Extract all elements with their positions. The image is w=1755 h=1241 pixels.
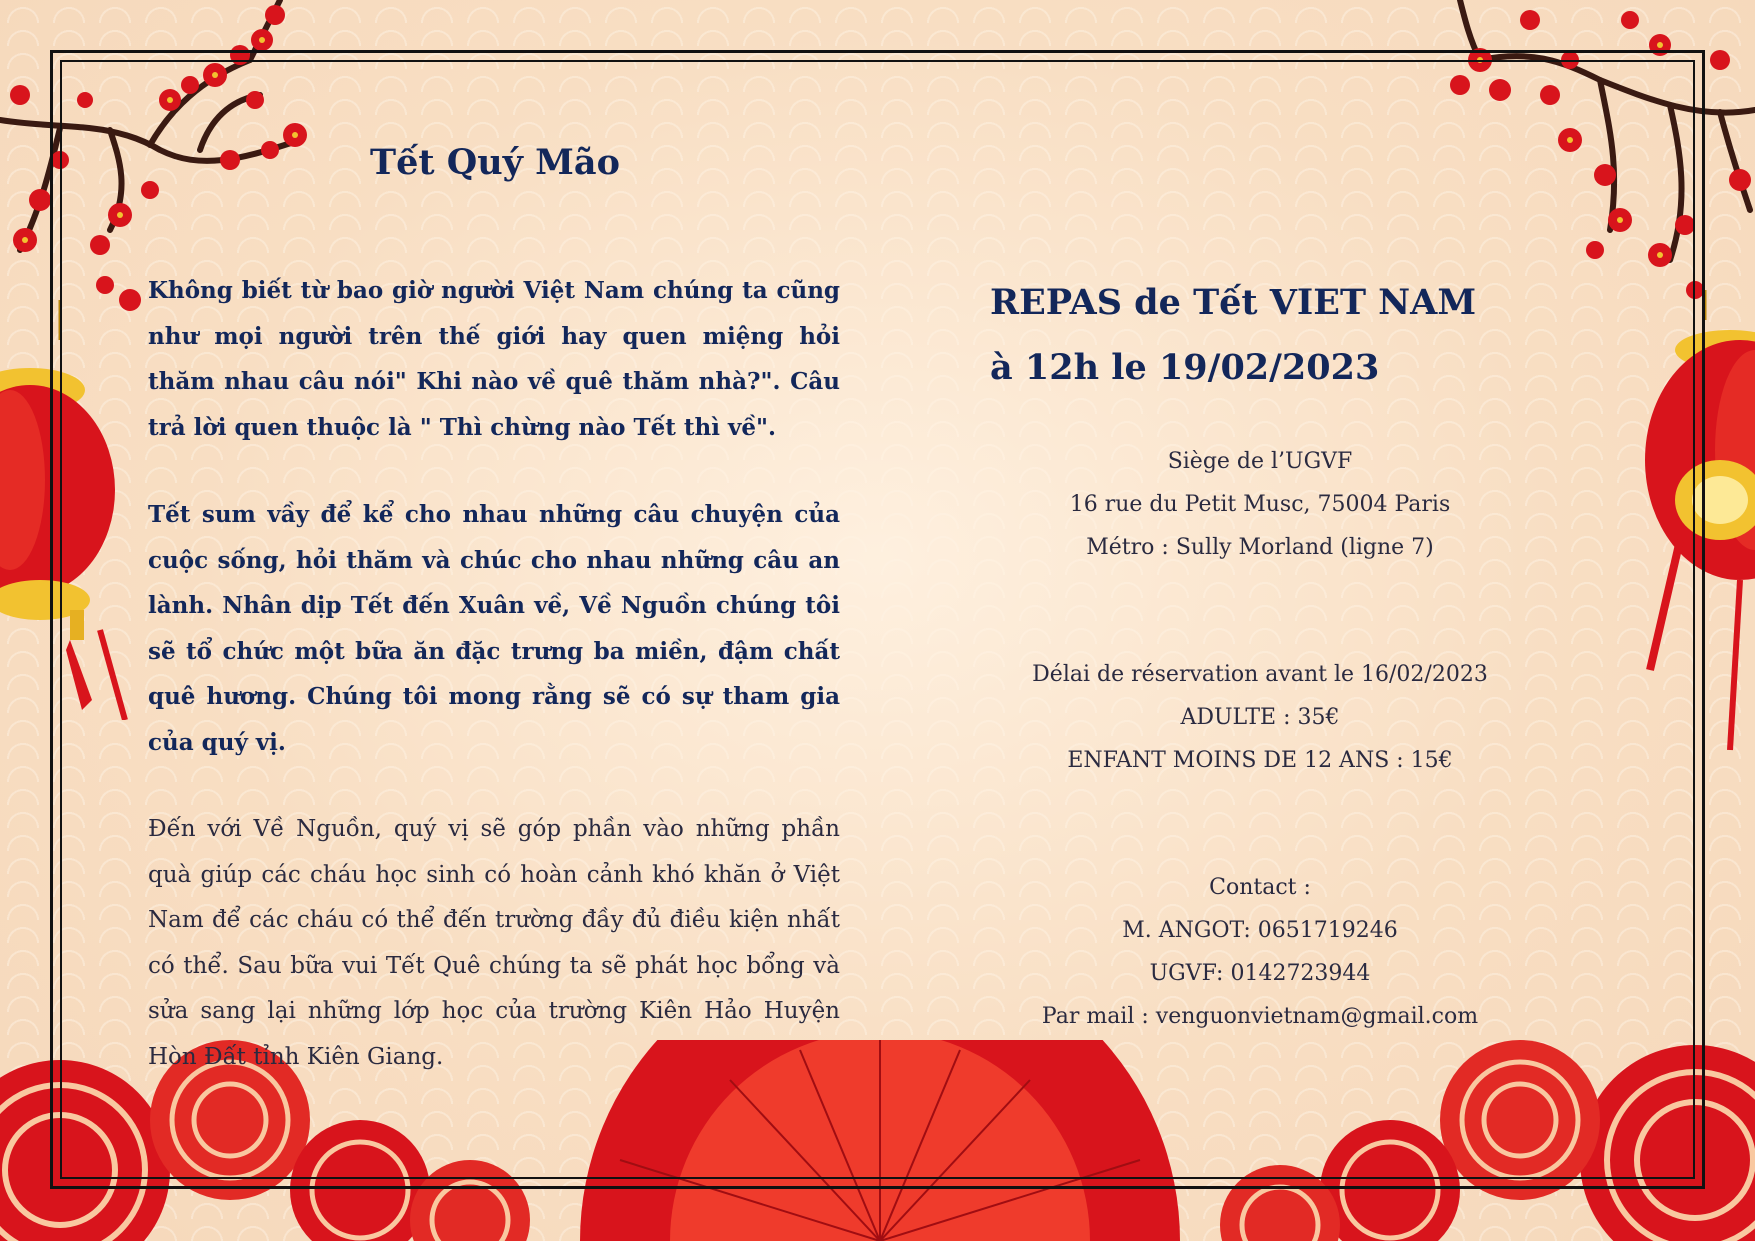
contact-person: M. ANGOT: 0651719246 — [1122, 918, 1398, 943]
child-price: ENFANT MOINS DE 12 ANS : 15€ — [1067, 748, 1453, 773]
venue-block — [980, 440, 1540, 569]
venue-name: Siège de l’UGVF — [1167, 449, 1353, 474]
contact-label: Contact : — [1209, 875, 1311, 900]
venue-address: 16 rue du Petit Musc, 75004 Paris — [1069, 492, 1451, 517]
event-title-line2: à 12h le 19/02/2023 — [990, 347, 1380, 388]
reservation-deadline: Délai de réservation avant le 16/02/2023 — [1032, 662, 1488, 687]
red-lantern-left — [0, 300, 140, 720]
contact-block — [980, 866, 1540, 1038]
event-title — [990, 270, 1510, 400]
red-lantern-right — [1620, 290, 1755, 760]
contact-mail: Par mail : venguonvietnam@gmail.com — [1041, 1004, 1479, 1029]
pricing-block — [980, 653, 1540, 782]
left-text-column — [148, 268, 840, 1080]
page-title: Tết Quý Mão — [370, 142, 620, 183]
intro-paragraph: Không biết từ bao giờ người Việt Nam chúng ta cũng như mọi người trên thế giới hay quen miệng hỏi thăm nhau câu nói" Khi nào về quê thăm nhà?". Câu trả lời quen thuộc là " Thì chừng nào Tết thì về". — [148, 277, 840, 441]
charity-paragraph: Đến với Về Nguồn, quý vị sẽ góp phần vào những phần quà giúp các cháu học sinh có hoàn cảnh khó khăn ở Việt Nam để các cháu có thể đến trường đầy đủ điều kiện nhất có thể. Sau bữa vui Tết Quê chúng ta sẽ phát học bổng và sửa sang lại những lớp học của trường Kiên Hảo Huyện Hòn Đất tỉnh Kiên Giang. — [148, 816, 840, 1070]
gathering-paragraph: Tết sum vầy để kể cho nhau những câu chuyện của cuộc sống, hỏi thăm và chúc cho nhau những câu an lành. Nhân dịp Tết đến Xuân về, Về Nguồn chúng tôi sẽ tổ chức một bữa ăn đặc trưng ba miền, đậm chất quê hương. Chúng tôi mong rằng sẽ có sự tham gia của quý vị. — [148, 501, 840, 756]
red-cloud-bottom-right — [1200, 1010, 1755, 1241]
venue-metro: Métro : Sully Morland (ligne 7) — [1086, 535, 1434, 560]
contact-ugvf: UGVF: 0142723944 — [1149, 961, 1371, 986]
adult-price: ADULTE : 35€ — [1180, 705, 1340, 730]
event-title-line1: REPAS de Tết VIET NAM — [990, 282, 1477, 323]
